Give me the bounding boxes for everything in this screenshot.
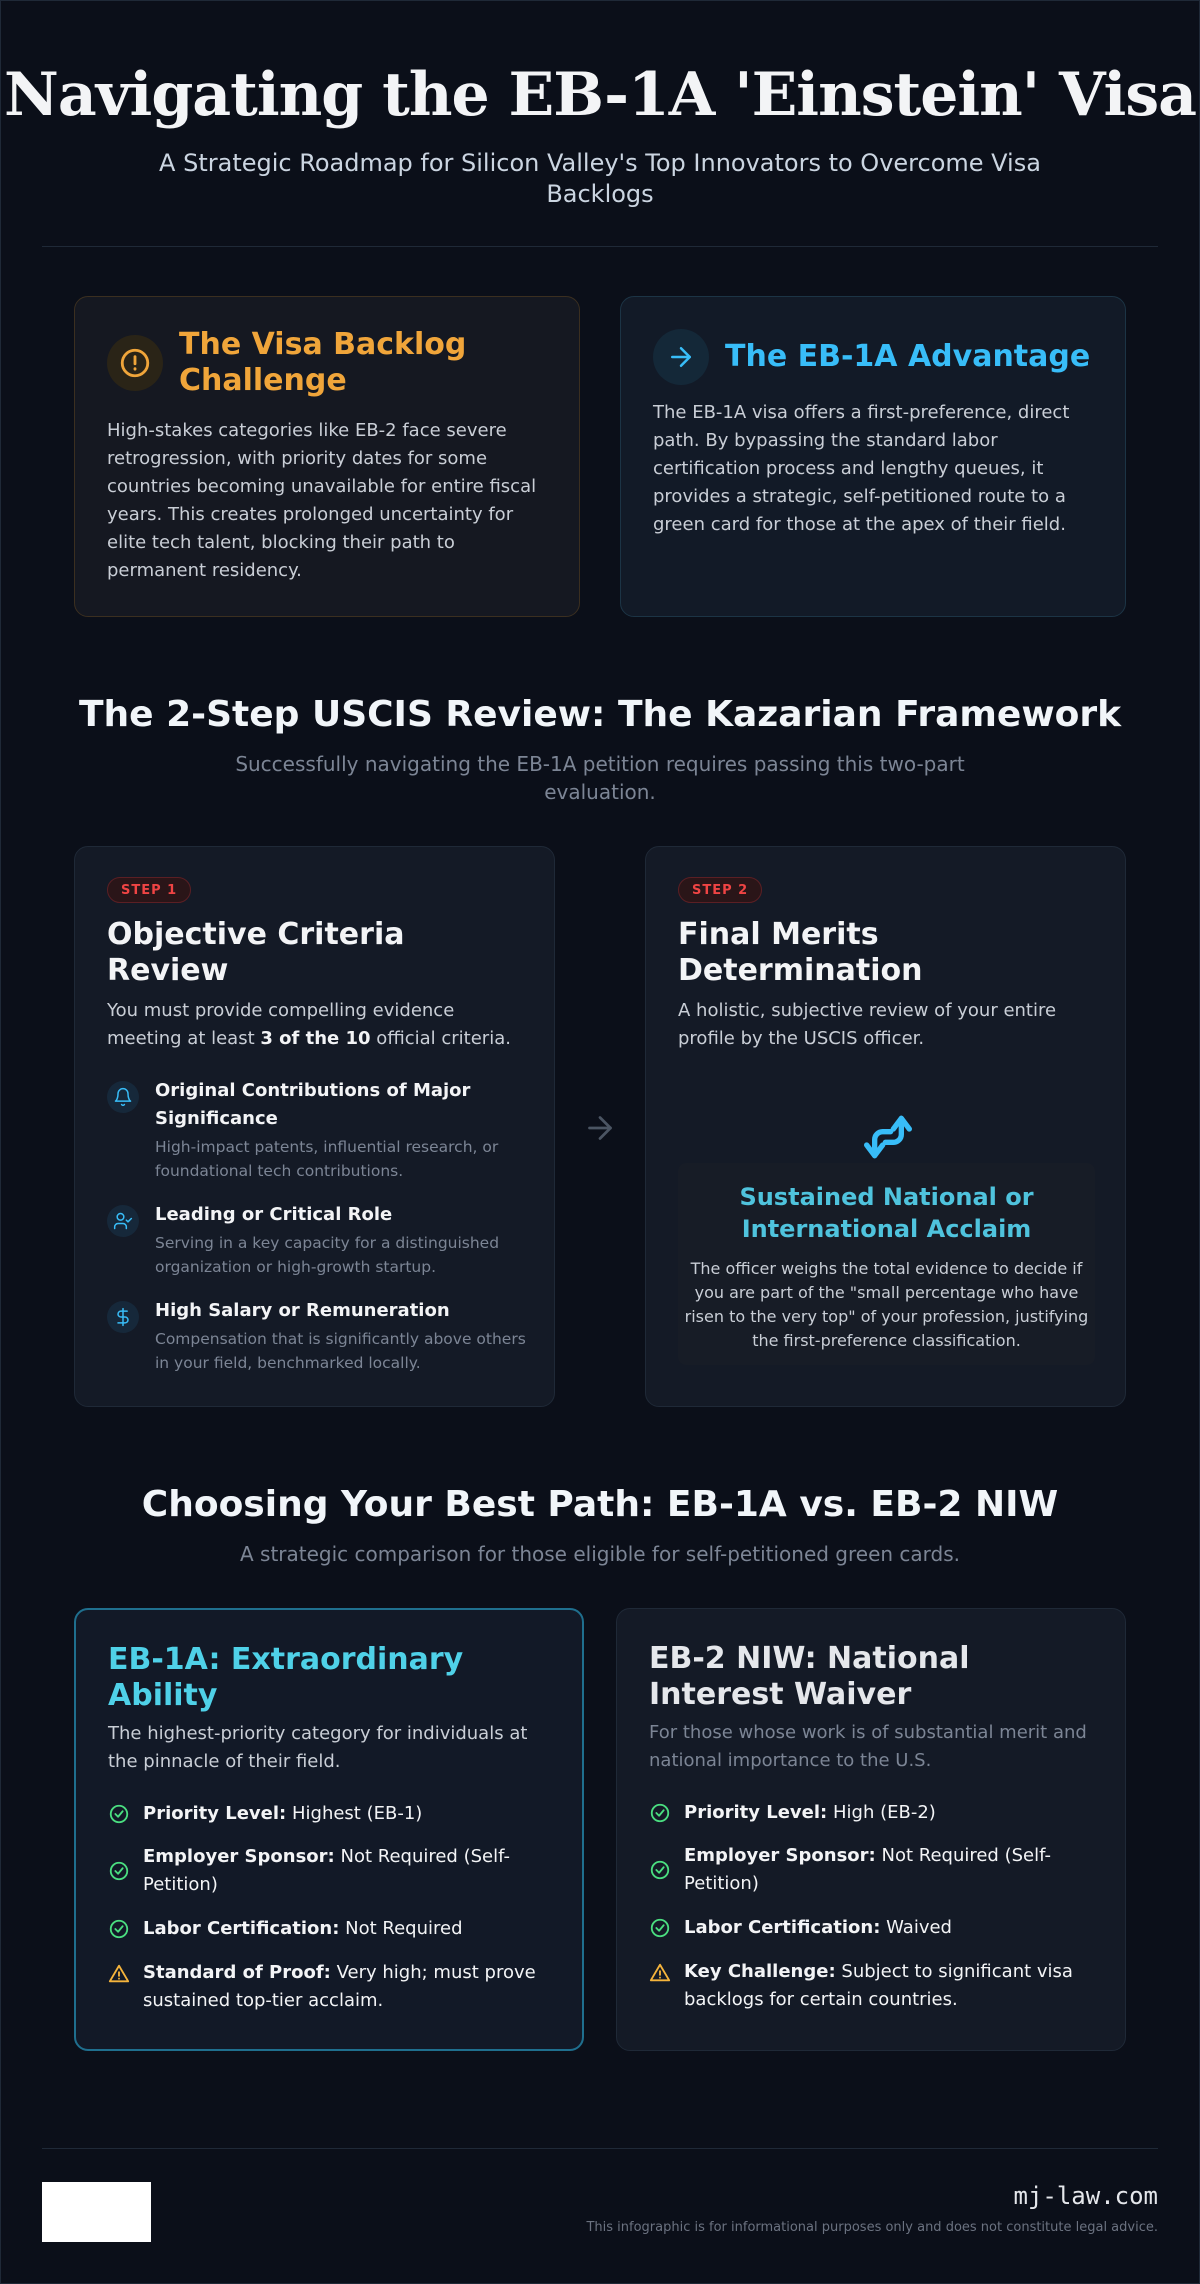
page-title: Navigating the EB-1A 'Einstein' Visa bbox=[3, 60, 1197, 130]
check-circle-icon bbox=[108, 1803, 130, 1825]
backlog-challenge-card bbox=[74, 296, 580, 617]
eb1a-advantage-card bbox=[620, 296, 1126, 617]
warning-icon bbox=[108, 1963, 130, 1985]
comparison-section-subtitle: A strategic comparison for those eligible for self-petitioned green cards. bbox=[239, 1542, 961, 1566]
arrows-up-down-icon bbox=[856, 1105, 920, 1169]
acclaim-text: The officer weighs the total evidence to decide if you are part of the "small percentage who have risen to the very top" of your profession, justifying the first-preference classification. bbox=[684, 1259, 1089, 1350]
step1-badge: STEP 1 bbox=[107, 877, 191, 903]
dollar-icon bbox=[107, 1301, 139, 1333]
review-section-subtitle: Successfully navigating the EB-1A petition requires passing this two-part evaluation. bbox=[235, 752, 965, 804]
arrow-right-icon bbox=[653, 329, 709, 385]
eb1a-feature: Standard of Proof: Very high; must prove sustained top-tier acclaim. bbox=[143, 1962, 536, 2011]
step2-text: A holistic, subjective review of your entire profile by the USCIS officer. bbox=[678, 1000, 1057, 1049]
criterion-desc: Serving in a key capacity for a distinguished organization or high-growth startup. bbox=[155, 1234, 500, 1276]
acclaim-box bbox=[678, 1163, 1095, 1365]
warning-icon bbox=[649, 1962, 671, 1984]
alert-circle-icon bbox=[107, 335, 163, 391]
comparison-section-title: Choosing Your Best Path: EB-1A vs. EB-2 NIW bbox=[141, 1484, 1059, 1525]
footer-divider bbox=[42, 2148, 1158, 2149]
step1-text: You must provide compelling evidence meeting at least 3 of the 10 official criteria. bbox=[107, 1000, 511, 1049]
check-circle-icon bbox=[108, 1918, 130, 1940]
advantage-title: The EB-1A Advantage bbox=[725, 339, 1091, 374]
step2-badge: STEP 2 bbox=[678, 877, 762, 903]
criterion-title: High Salary or Remuneration bbox=[155, 1300, 450, 1321]
niw-feature: Employer Sponsor: Not Required (Self-Petition) bbox=[684, 1845, 1051, 1894]
criterion-title: Leading or Critical Role bbox=[155, 1204, 393, 1225]
criterion-title: Original Contributions of Major Significance bbox=[155, 1080, 471, 1129]
eb1a-text: The highest-priority category for individuals at the pinnacle of their field. bbox=[108, 1723, 528, 1772]
challenge-title: The Visa Backlog Challenge bbox=[179, 327, 467, 398]
niw-feature: Priority Level: High (EB-2) bbox=[684, 1802, 936, 1823]
user-check-icon bbox=[107, 1205, 139, 1237]
niw-title: EB-2 NIW: National Interest Waiver bbox=[649, 1641, 970, 1712]
header-divider bbox=[42, 246, 1158, 247]
acclaim-title: Sustained National or International Acclaim bbox=[739, 1183, 1034, 1243]
criterion-desc: High-impact patents, influential research, or foundational tech contributions. bbox=[155, 1138, 499, 1180]
check-circle-icon bbox=[108, 1860, 130, 1882]
niw-comparison-card bbox=[616, 1608, 1126, 2051]
step-arrow-icon bbox=[582, 1110, 618, 1146]
eb1a-comparison-card bbox=[74, 1608, 584, 2051]
check-circle-icon bbox=[649, 1917, 671, 1939]
check-circle-icon bbox=[649, 1859, 671, 1881]
eb1a-title: EB-1A: Extraordinary Ability bbox=[108, 1642, 464, 1713]
niw-text: For those whose work is of substantial merit and national importance to the U.S. bbox=[649, 1722, 1087, 1771]
advantage-text: The EB-1A visa offers a first-preference, direct path. By bypassing the standard labor certification process and lengthy queues, it provides a strategic, self-petitioned route to a green card for those at the apex of their field. bbox=[653, 402, 1070, 535]
check-circle-icon bbox=[649, 1802, 671, 1824]
step1-card bbox=[74, 846, 555, 1407]
step2-title: Final Merits Determination bbox=[678, 917, 923, 988]
challenge-text: High-stakes categories like EB-2 face severe retrogression, with priority dates for some countries becoming unavailable for entire fiscal years. This creates prolonged uncertainty for elite tech talent, blocking their path to permanent residency. bbox=[107, 420, 537, 581]
niw-feature: Key Challenge: Subject to significant visa backlogs for certain countries. bbox=[684, 1961, 1073, 2010]
step1-title: Objective Criteria Review bbox=[107, 917, 405, 988]
review-section-title: The 2-Step USCIS Review: The Kazarian Framework bbox=[78, 694, 1122, 735]
step2-card bbox=[645, 846, 1126, 1407]
logo bbox=[42, 2182, 151, 2242]
site-link[interactable]: mj-law.com bbox=[1013, 2182, 1158, 2210]
eb1a-feature: Employer Sponsor: Not Required (Self-Petition) bbox=[143, 1846, 510, 1895]
disclaimer: This infographic is for informational purposes only and does not constitute legal advice. bbox=[586, 2220, 1158, 2235]
award-icon bbox=[107, 1081, 139, 1113]
criterion-desc: Compensation that is significantly above others in your field, benchmarked locally. bbox=[155, 1330, 526, 1372]
eb1a-feature: Priority Level: Highest (EB-1) bbox=[143, 1803, 423, 1824]
eb1a-feature: Labor Certification: Not Required bbox=[143, 1918, 463, 1939]
page-subtitle: A Strategic Roadmap for Silicon Valley's Top Innovators to Overcome Visa Backlogs bbox=[159, 149, 1041, 208]
niw-feature: Labor Certification: Waived bbox=[684, 1917, 952, 1938]
